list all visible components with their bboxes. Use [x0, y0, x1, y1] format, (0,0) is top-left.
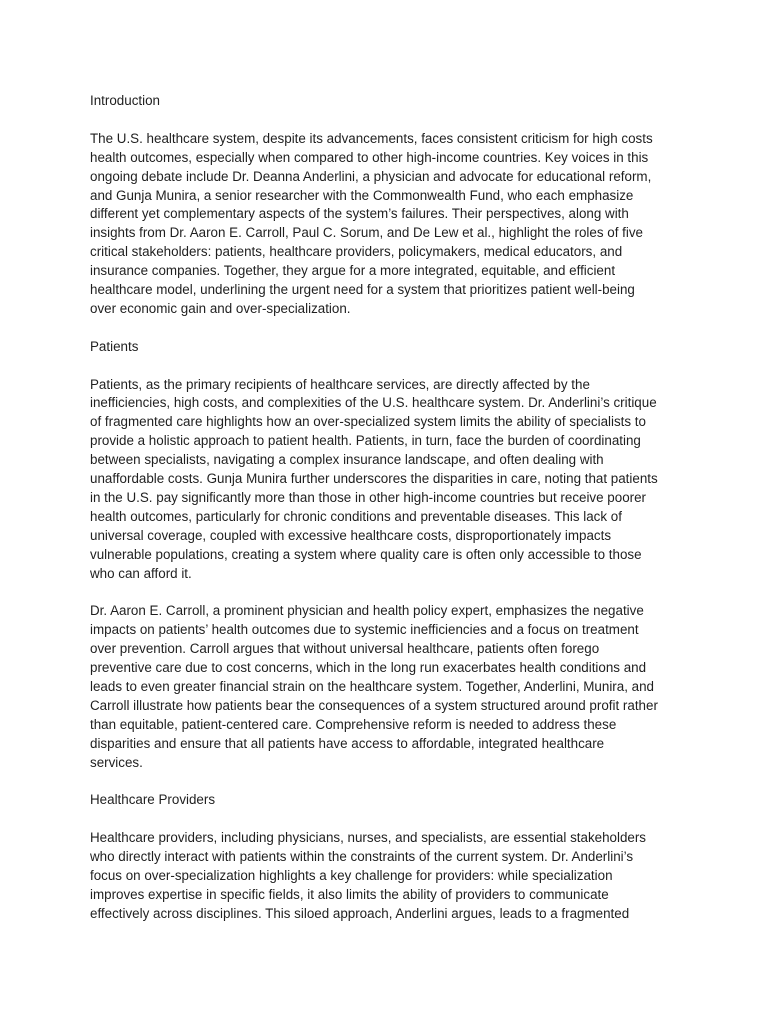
patients-paragraph-1: Patients, as the primary recipients of healthcare services, are directly affected by the inefficiencies, high costs, and complexities of the U.S. healthcare system. Dr. Anderlini’s critique of fragmented care highlights how an over-specialized system limits the ability of specialists to provide a holistic approach to patient health. Patients, in turn, face the burden of coordinating between specialists, navigating a complex insurance landscape, and often dealing with unaffordable costs. Gunja Munira further underscores the disparities in care, noting that patients in the U.S. pay significantly more than those in other high-income countries but receive poorer health outcomes, particularly for chronic conditions and preventable diseases. This lack of universal coverage, coupled with excessive healthcare costs, disproportionately impacts vulnerable populations, creating a system where quality care is often only accessible to those who can afford it.: [90, 376, 658, 581]
document-page: [90, 92, 690, 943]
patients-paragraph-2: Dr. Aaron E. Carroll, a prominent physician and health policy expert, emphasizes the negative impacts on patients’ health outcomes due to systemic inefficiencies and a focus on treatment over prevention. Carroll argues that without universal healthcare, patients often forego preventive care due to cost concerns, which in the long run exacerbates health conditions and leads to even greater financial strain on the healthcare system. Together, Anderlini, Munira, and Carroll illustrate how patients bear the consequences of a system structured around profit rather than equitable, patient-centered care. Comprehensive reform is needed to address these disparities and ensure that all patients have access to affordable, integrated healthcare services.: [90, 603, 658, 770]
section-heading-patients: Patients: [90, 338, 139, 354]
introduction-paragraph: The U.S. healthcare system, despite its advancements, faces consistent criticism for high costs health outcomes, especially when compared to other high-income countries. Key voices in this ongoing debate include Dr. Deanna Anderlini, a physician and advocate for educational reform, and Gunja Munira, a senior researcher with the Commonwealth Fund, who each emphasize different yet complementary aspects of the system’s failures. Their perspectives, along with insights from Dr. Aaron E. Carroll, Paul C. Sorum, and De Lew et al., highlight the roles of five critical stakeholders: patients, healthcare providers, policymakers, medical educators, and insurance companies. Together, they argue for a more integrated, equitable, and efficient healthcare model, underlining the urgent need for a system that prioritizes patient well-being over economic gain and over-specialization.: [90, 130, 653, 316]
section-heading-healthcare-providers: Healthcare Providers: [90, 792, 216, 808]
healthcare-providers-paragraph: Healthcare providers, including physicians, nurses, and specialists, are essential stakeholders who directly interact with patients within the constraints of the current system. Dr. Anderlini’s focus on over-specialization highlights a key challenge for providers: while specialization improves expertise in specific fields, it also limits the ability of providers to communicate effectively across disciplines. This siloed approach, Anderlini argues, leads to a fragmented: [90, 830, 646, 921]
section-heading-introduction: Introduction: [90, 93, 160, 108]
